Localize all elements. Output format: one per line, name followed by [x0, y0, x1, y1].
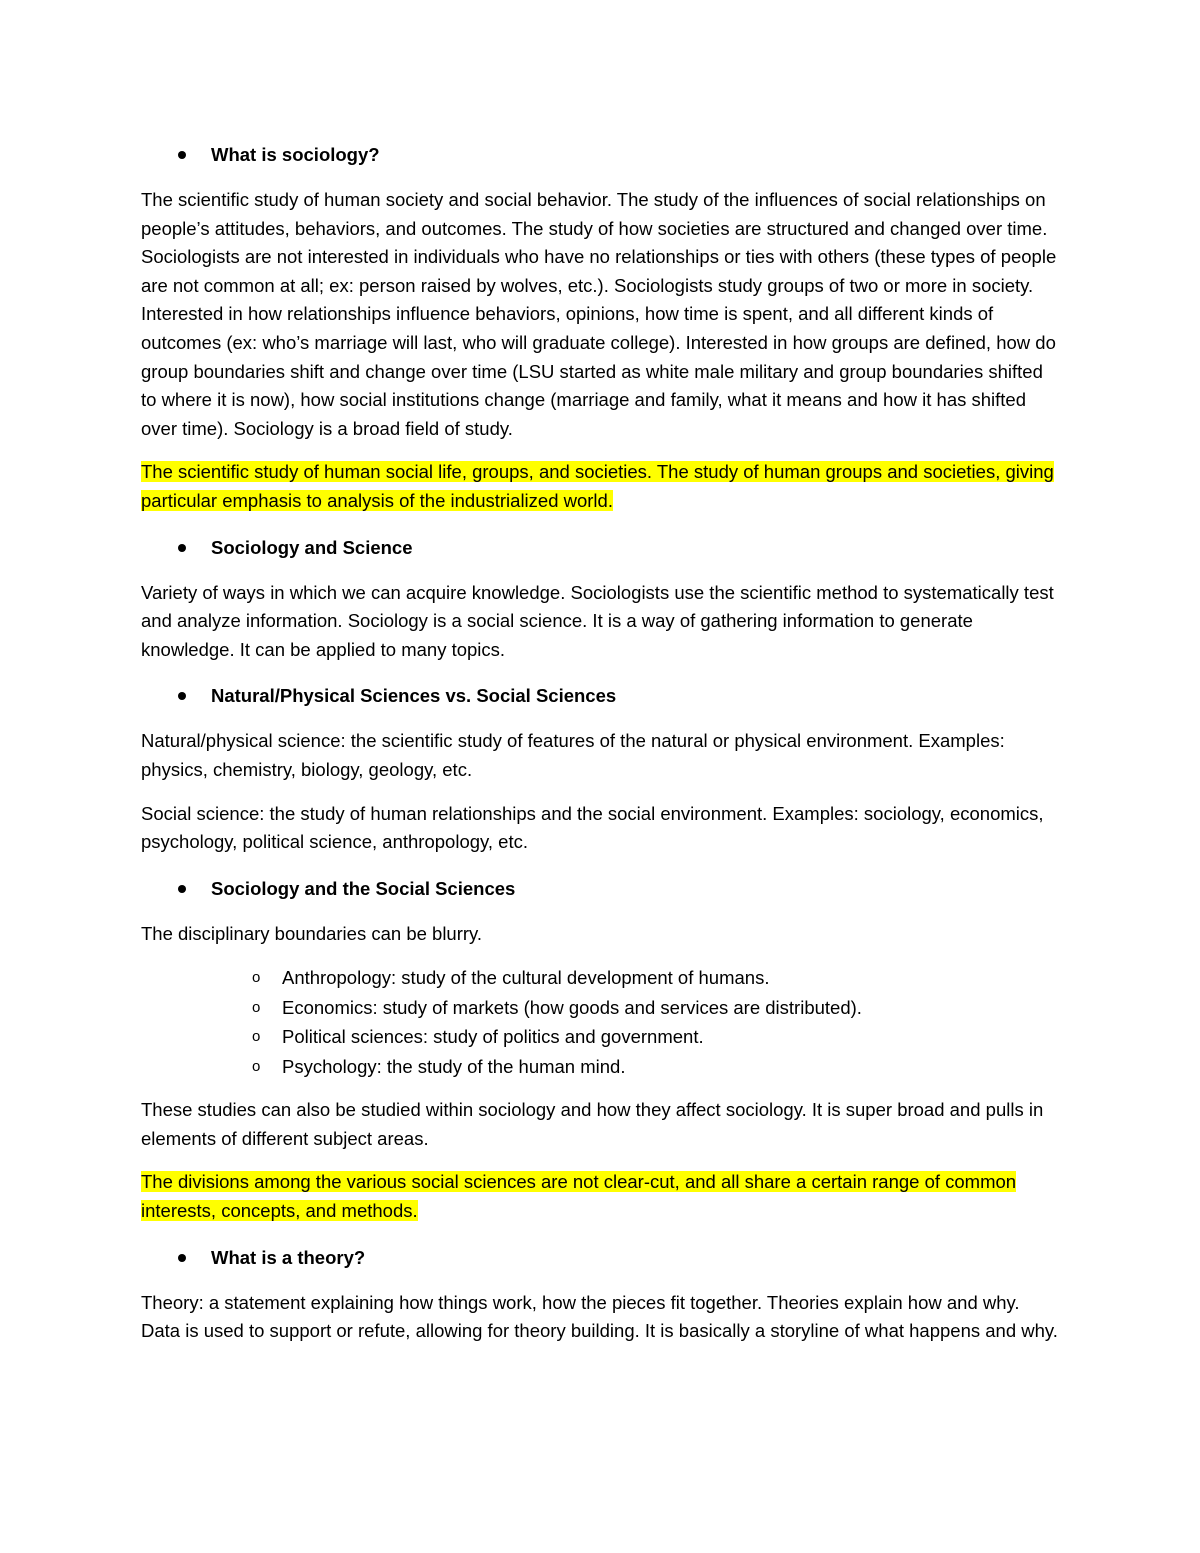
list-item-text: Economics: study of markets (how goods and services are distributed). [282, 996, 862, 1018]
list-item [141, 1022, 1061, 1052]
list-item-text: Psychology: the study of the human mind. [282, 1055, 626, 1077]
list-item [141, 1052, 1061, 1082]
paragraph: Social science: the study of human relationships and the social environment. Examples: sociology, economics, psychology, political science, anthropology, etc. [141, 802, 1044, 853]
paragraph: The scientific study of human society and social behavior. The study of the influences of social relationships on people’s attitudes, behaviors, and outcomes. The study of how societies are structured and changed over time. Sociologists are not interested in individuals who have no relationships or ties with others (these types of people are not common at all; ex: person raised by wolves, etc.). Sociologists study groups of two or more in society. Interested in how relationships influence behaviors, opinions, how time is spent, and all different kinds of outcomes (ex: who’s marriage will last, who will graduate college). Interested in how groups are defined, how do group boundaries shift and change over time (LSU started as white male military and group boundaries shifted to where it is now), how social institutions change (marriage and family, what it means and how it has shifted over time). Sociology is a broad field of study. [141, 189, 1057, 439]
paragraph: Variety of ways in which we can acquire knowledge. Sociologists use the scientific method to systematically test and analyze information. Sociology is a social science. It is a way of gathering information to generate knowledge. It can be applied to many topics. [141, 581, 1054, 660]
heading-text: What is a theory? [211, 1246, 366, 1268]
list-item-text: Political sciences: study of politics and government. [282, 1026, 704, 1048]
circle-bullet-icon: o [252, 1057, 261, 1075]
section-heading-what-is-sociology [141, 138, 1061, 172]
highlight-text: The scientific study of human social life, groups, and societies. The study of human groups and societies, giving particular emphasis to analysis of the industrialized world. [141, 461, 1054, 511]
highlight-text: The divisions among the various social sciences are not clear-cut, and all share a certain range of common interests, concepts, and methods. [141, 1171, 1017, 1222]
bullet-icon [178, 885, 186, 893]
section-heading-sociology-and-social-sciences [141, 872, 1061, 906]
heading-text: Sociology and Science [211, 536, 413, 558]
bullet-icon [178, 1254, 186, 1262]
circle-bullet-icon: o [252, 969, 261, 987]
circle-bullet-icon: o [252, 998, 261, 1016]
paragraph: These studies can also be studied within sociology and how they affect sociology. It is super broad and pulls in elements of different subject areas. [141, 1099, 1044, 1149]
list-item [141, 963, 1061, 993]
bullet-icon [178, 692, 186, 700]
heading-text: What is sociology? [211, 144, 380, 165]
list-item-text: Anthropology: study of the cultural development of humans. [282, 967, 770, 989]
highlighted-paragraph [141, 1168, 1061, 1225]
heading-text: Natural/Physical Sciences vs. Social Sciences [211, 685, 617, 707]
section-heading-sociology-and-science [141, 531, 1061, 565]
paragraph: The disciplinary boundaries can be blurry. [141, 922, 483, 944]
sub-list [141, 963, 1061, 1081]
paragraph: Theory: a statement explaining how things work, how the pieces fit together. Theories explain how and why. Data is used to support or refute, allowing for theory building. It is basically a storyline of what happens and why. [141, 1291, 1058, 1342]
paragraph: Natural/physical science: the scientific study of features of the natural or physical environment. Examples: physics, chemistry, biology, geology, etc. [141, 730, 1005, 780]
document-page [141, 138, 1061, 1361]
bullet-icon [178, 544, 186, 552]
list-item [141, 993, 1061, 1023]
circle-bullet-icon: o [252, 1028, 261, 1046]
bullet-icon [178, 151, 186, 159]
heading-text: Sociology and the Social Sciences [211, 877, 516, 899]
highlighted-paragraph [141, 458, 1061, 515]
section-heading-natural-vs-social-sciences [141, 679, 1061, 713]
section-heading-what-is-a-theory [141, 1241, 1061, 1275]
